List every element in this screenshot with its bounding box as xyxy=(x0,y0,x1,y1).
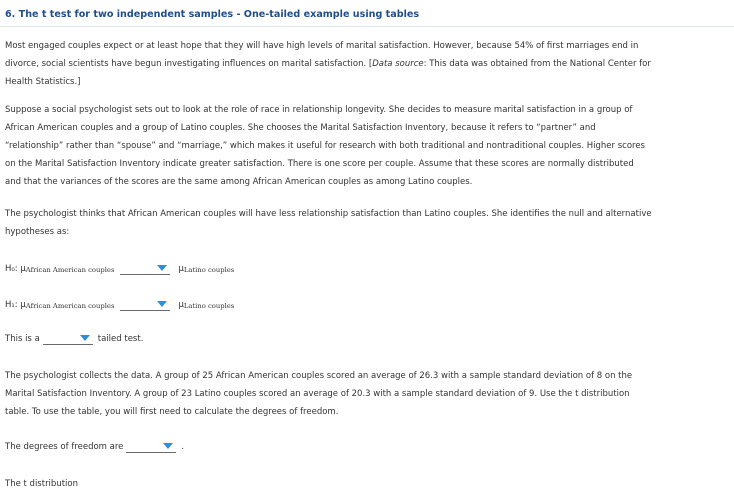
tail-question-row xyxy=(5,331,143,347)
scenario-line-5: and that the variances of the scores are the same among African American couples as among Latino couples. xyxy=(5,177,473,187)
intro-line-2-post: : This data was obtained from the National Center for xyxy=(423,59,651,69)
data-source-label: Data source xyxy=(372,59,424,69)
title-divider xyxy=(0,26,734,27)
question-title: 6. The t test for two independent samples - One-tailed example using tables xyxy=(5,9,420,20)
alternative-hypothesis-operator-dropdown[interactable] xyxy=(120,299,170,311)
null-hypothesis-operator-dropdown[interactable] xyxy=(120,263,170,275)
data-paragraph xyxy=(5,367,720,421)
scenario-line-2: African American couples and a group of Latino couples. She chooses the Marital Satisfaction Inventory, because it refers to “partner” and xyxy=(5,123,596,133)
tail-suffix: tailed test. xyxy=(97,334,144,344)
hypothesis-intro-line-2: hypotheses as: xyxy=(5,227,70,237)
dropdown-caret-icon xyxy=(80,335,90,341)
alternative-hypothesis-label: H₁: xyxy=(5,300,18,310)
dropdown-caret-icon xyxy=(163,443,173,449)
dropdown-caret-icon xyxy=(157,301,167,307)
mu-symbol: μ xyxy=(178,264,184,274)
mu-symbol: μ xyxy=(20,264,26,274)
alternative-hypothesis-row xyxy=(5,297,234,313)
tail-type-dropdown[interactable] xyxy=(43,333,93,345)
data-line-2: Marital Satisfaction Inventory. A group of 23 Latino couples scored an average of 20.3 with a sample standard deviation of 9. Use the t distribution xyxy=(5,389,630,399)
degrees-of-freedom-row xyxy=(5,439,184,455)
intro-line-1: Most engaged couples expect or at least hope that they will have high levels of marital satisfaction. However, because 54% of first marriages end in xyxy=(5,41,639,51)
group-african-american-subscript: African American couples xyxy=(25,302,115,310)
intro-line-2 xyxy=(5,55,720,73)
null-hypothesis-row xyxy=(5,261,234,277)
group-african-american-subscript: African American couples xyxy=(25,266,115,274)
dof-prefix: The degrees of freedom are xyxy=(5,442,124,452)
group-latino-subscript: Latino couples xyxy=(183,266,235,274)
scenario-line-3: “relationship” rather than “spouse” and “marriage,” which makes it useful for research with both traditional and nontraditional couples. Higher scores xyxy=(5,141,645,151)
hypothesis-intro-paragraph xyxy=(5,205,720,241)
intro-paragraph xyxy=(5,37,720,91)
intro-line-3: Health Statistics.] xyxy=(5,77,81,87)
degrees-of-freedom-dropdown[interactable] xyxy=(126,441,176,453)
dof-suffix: . xyxy=(181,442,185,452)
scenario-paragraph xyxy=(5,101,720,191)
scenario-line-1: Suppose a social psychologist sets out to look at the role of race in relationship longevity. She decides to measure marital satisfaction in a group of xyxy=(5,105,633,115)
dropdown-caret-icon xyxy=(157,265,167,271)
mu-symbol: μ xyxy=(20,300,26,310)
data-line-1: The psychologist collects the data. A group of 25 African American couples scored an average of 26.3 with a sample standard deviation of 8 on the xyxy=(5,371,633,381)
hypothesis-intro-line-1: The psychologist thinks that African American couples will have less relationship satisfaction than Latino couples. She identifies the null and alternative xyxy=(5,209,652,219)
intro-line-2-pre: divorce, social scientists have begun investigating influences on marital satisfaction. [ xyxy=(5,59,373,69)
t-distribution-heading: The t distribution xyxy=(5,479,78,489)
mu-symbol: μ xyxy=(178,300,184,310)
scenario-line-4: on the Marital Satisfaction Inventory indicate greater satisfaction. There is one score per couple. Assume that these scores are normally distributed xyxy=(5,159,634,169)
data-line-3: table. To use the table, you will first need to calculate the degrees of freedom. xyxy=(5,407,339,417)
group-latino-subscript: Latino couples xyxy=(183,302,235,310)
null-hypothesis-label: H₀: xyxy=(5,264,18,274)
tail-prefix: This is a xyxy=(5,334,40,344)
